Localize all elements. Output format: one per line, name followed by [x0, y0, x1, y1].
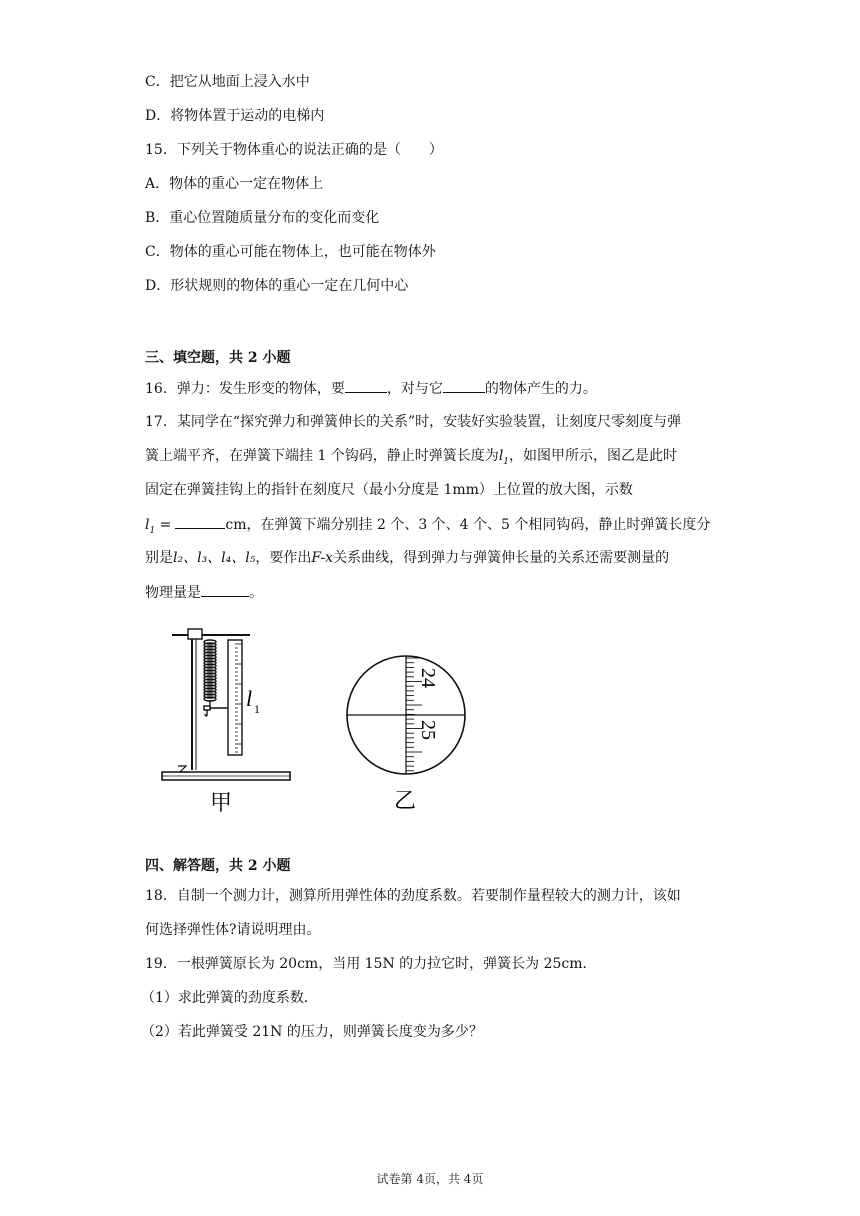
q17-line-1: 17．某同学在“探究弹力和弹簧伸长的关系”时，安装好实验装置，让刻度尺零刻度与弹: [145, 414, 682, 430]
q15-option-a: A．物体的重心一定在物体上: [145, 176, 324, 192]
var-fx: F-x: [311, 550, 334, 566]
q17-line-3: 固定在弹簧挂钩上的指针在刻度尺（最小分度是 1mm）上位置的放大图，示数: [145, 482, 633, 498]
q17-blank-1[interactable]: [175, 514, 225, 529]
caption-yi: 乙: [394, 789, 417, 814]
q19-sub-2: （2）若此弹簧受 21N 的压力，则弹簧长度变为多少？: [141, 1024, 483, 1040]
q15-stem: 15．下列关于物体重心的说法正确的是（ ）: [145, 142, 443, 158]
q16-text-3: 的物体产生的力。: [484, 381, 597, 397]
label-l: l: [246, 686, 253, 711]
caption-jia: 甲: [210, 791, 233, 816]
figure-jia-apparatus: [162, 629, 290, 780]
spring-coil: [204, 640, 216, 701]
q18-line-2: 何选择弹性体?请说明理由。: [145, 922, 321, 938]
q17-line-5: 别是l₂、l₃、l₄、l₅，要作出F-x关系曲线，得到弹力与弹簧伸长量的关系还需要测量的: [145, 550, 670, 566]
section-3-heading: 三、填空题，共 2 小题: [145, 350, 291, 366]
ruler: [228, 640, 242, 755]
q15-option-d: D．形状规则的物体的重心一定在几何中心: [145, 278, 409, 294]
q18-line-1: 18．自制一个测力计，测算所用弹性体的劲度系数。若要制作量程较大的测力计，该如: [145, 888, 681, 904]
q17-line-2-text: 簧上端平齐，在弹簧下端挂 1 个钩码，静止时弹簧长度为: [145, 448, 499, 464]
q16-blank-1[interactable]: [345, 378, 387, 393]
q17-line-4: $l_1$ = cm，在弹簧下端分别挂 2 个、3 个、4 个、5 个相同钩码，静止时弹簧长度分: [145, 514, 710, 541]
scale-label-24: 24: [417, 668, 439, 688]
q16-blank-2[interactable]: [443, 378, 485, 393]
q19-stem: 19．一根弹簧原长为 20cm，当用 15N 的力拉它时，弹簧长为 25cm．: [145, 956, 597, 972]
label-l-sub: 1: [254, 702, 260, 716]
section-4-heading: 四、解答题，共 2 小题: [145, 858, 291, 874]
var-l-list: l₂、l₃、l₄、l₅: [173, 550, 256, 566]
q17-line-4-text: cm，在弹簧下端分别挂 2 个、3 个、4 个、5 个相同钩码，静止时弹簧长度分: [225, 517, 711, 533]
var-l1-answer: $l_1$: [145, 517, 156, 536]
page-footer: 试卷第 4页，共 4页: [376, 1172, 484, 1186]
q16: [145, 378, 597, 399]
q19-sub-1: （1）求此弹簧的劲度系数．: [141, 990, 318, 1006]
spring-experiment-figure: [150, 620, 470, 820]
q14-option-d: D．将物体置于运动的电梯内: [145, 108, 325, 124]
figure-yi-magnified-scale: [347, 656, 465, 774]
q17-line-6: 物理量是 。: [145, 582, 263, 603]
q16-text-2: ，对与它: [386, 381, 443, 397]
q16-text-1: 16．弹力：发生形变的物体，要: [145, 381, 345, 397]
q17-line-2-text-b: ，如图甲所示，图乙是此时: [509, 448, 678, 464]
var-l1: $l_1$: [498, 448, 510, 467]
q17-line-2: [145, 446, 677, 472]
q14-option-c: C．把它从地面上浸入水中: [145, 74, 310, 90]
scale-label-25: 25: [417, 720, 439, 740]
q15-option-b: B．重心位置随质量分布的变化而变化: [145, 210, 380, 226]
q15-option-c: C．物体的重心可能在物体上，也可能在物体外: [145, 244, 436, 260]
q17-blank-2[interactable]: [201, 582, 249, 597]
